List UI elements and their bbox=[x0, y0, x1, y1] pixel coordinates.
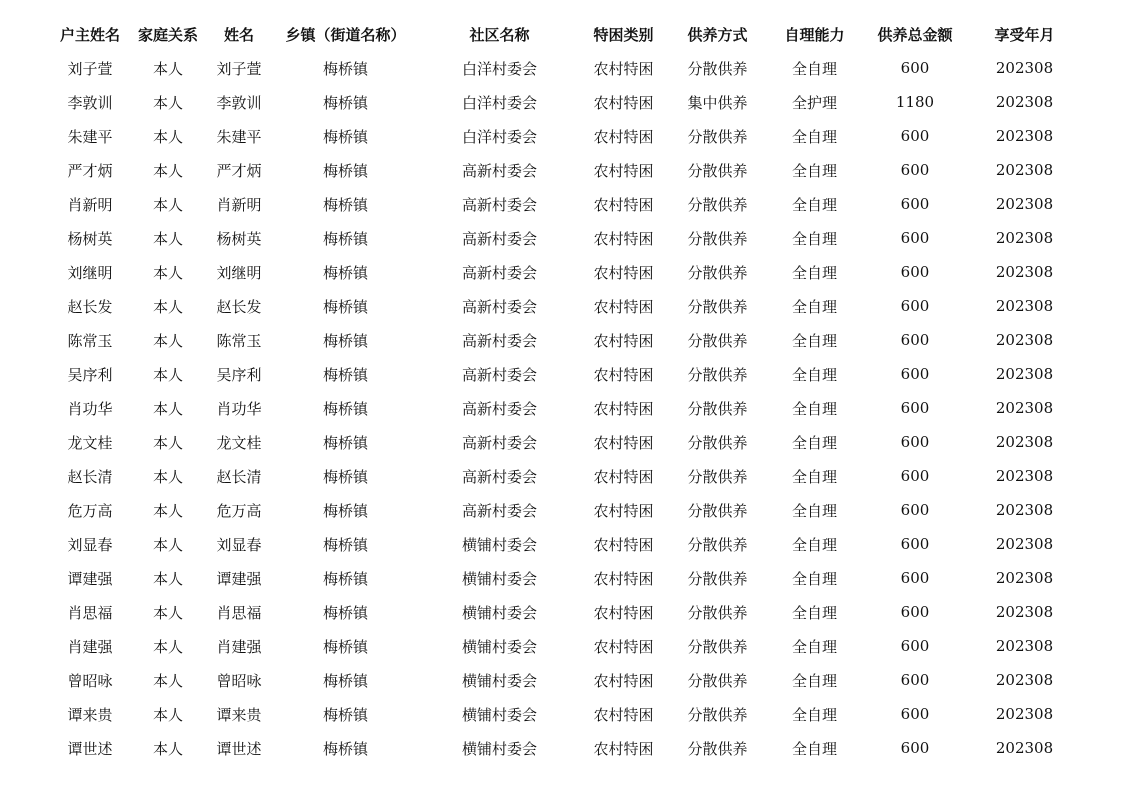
table-row bbox=[48, 731, 1078, 765]
cell-community: 横铺村委会 bbox=[461, 671, 537, 690]
cell-month: 202308 bbox=[995, 467, 1054, 485]
cell-category: 农村特困 bbox=[593, 331, 654, 350]
cell-township: 梅桥镇 bbox=[322, 433, 368, 452]
cell-household-head: 谭建强 bbox=[67, 569, 113, 588]
cell-household-head: 龙文桂 bbox=[67, 433, 113, 452]
cell-household-head: 谭来贵 bbox=[67, 705, 113, 724]
cell-self-care: 全自理 bbox=[791, 637, 837, 656]
cell-household-head: 刘子萱 bbox=[67, 59, 113, 78]
cell-self-care: 全自理 bbox=[791, 569, 837, 588]
cell-relationship: 本人 bbox=[152, 671, 183, 690]
cell-community: 高新村委会 bbox=[461, 195, 537, 214]
cell-self-care: 全自理 bbox=[791, 229, 837, 248]
table-row bbox=[48, 561, 1078, 595]
cell-month: 202308 bbox=[995, 433, 1054, 451]
cell-household-head: 李敦训 bbox=[67, 93, 113, 112]
cell-amount: 1180 bbox=[895, 93, 935, 111]
cell-amount: 600 bbox=[900, 501, 930, 519]
cell-name: 吴序利 bbox=[216, 365, 262, 384]
cell-amount: 600 bbox=[900, 399, 930, 417]
cell-community: 高新村委会 bbox=[461, 229, 537, 248]
cell-support-mode: 分散供养 bbox=[687, 127, 748, 146]
cell-community: 白洋村委会 bbox=[461, 93, 537, 112]
cell-township: 梅桥镇 bbox=[322, 229, 368, 248]
table-row bbox=[48, 493, 1078, 527]
cell-community: 横铺村委会 bbox=[461, 535, 537, 554]
cell-township: 梅桥镇 bbox=[322, 637, 368, 656]
cell-self-care: 全自理 bbox=[791, 263, 837, 282]
cell-self-care: 全护理 bbox=[791, 93, 837, 112]
cell-category: 农村特困 bbox=[593, 297, 654, 316]
cell-household-head: 肖功华 bbox=[67, 399, 113, 418]
cell-amount: 600 bbox=[900, 127, 930, 145]
cell-self-care: 全自理 bbox=[791, 127, 837, 146]
cell-community: 横铺村委会 bbox=[461, 569, 537, 588]
cell-name: 赵长清 bbox=[216, 467, 262, 486]
cell-community: 高新村委会 bbox=[461, 399, 537, 418]
cell-self-care: 全自理 bbox=[791, 739, 837, 758]
cell-category: 农村特困 bbox=[593, 93, 654, 112]
cell-month: 202308 bbox=[995, 195, 1054, 213]
cell-name: 陈常玉 bbox=[216, 331, 262, 350]
cell-household-head: 吴序利 bbox=[67, 365, 113, 384]
cell-name: 杨树英 bbox=[216, 229, 262, 248]
cell-category: 农村特困 bbox=[593, 467, 654, 486]
cell-community: 高新村委会 bbox=[461, 501, 537, 520]
cell-relationship: 本人 bbox=[152, 263, 183, 282]
header-household-head: 户主姓名 bbox=[59, 25, 120, 44]
cell-township: 梅桥镇 bbox=[322, 331, 368, 350]
cell-category: 农村特困 bbox=[593, 263, 654, 282]
table-row bbox=[48, 357, 1078, 391]
cell-township: 梅桥镇 bbox=[322, 739, 368, 758]
cell-township: 梅桥镇 bbox=[322, 161, 368, 180]
cell-relationship: 本人 bbox=[152, 535, 183, 554]
cell-support-mode: 分散供养 bbox=[687, 365, 748, 384]
cell-month: 202308 bbox=[995, 535, 1054, 553]
cell-self-care: 全自理 bbox=[791, 59, 837, 78]
cell-household-head: 赵长清 bbox=[67, 467, 113, 486]
cell-support-mode: 集中供养 bbox=[687, 93, 748, 112]
cell-month: 202308 bbox=[995, 705, 1054, 723]
cell-relationship: 本人 bbox=[152, 195, 183, 214]
cell-support-mode: 分散供养 bbox=[687, 603, 748, 622]
cell-support-mode: 分散供养 bbox=[687, 569, 748, 588]
cell-community: 白洋村委会 bbox=[461, 127, 537, 146]
cell-amount: 600 bbox=[900, 603, 930, 621]
header-support-mode: 供养方式 bbox=[687, 25, 748, 44]
document-sheet bbox=[48, 17, 1078, 765]
cell-month: 202308 bbox=[995, 263, 1054, 281]
cell-support-mode: 分散供养 bbox=[687, 331, 748, 350]
cell-category: 农村特困 bbox=[593, 59, 654, 78]
cell-support-mode: 分散供养 bbox=[687, 705, 748, 724]
cell-relationship: 本人 bbox=[152, 705, 183, 724]
cell-amount: 600 bbox=[900, 59, 930, 77]
cell-household-head: 危万高 bbox=[67, 501, 113, 520]
cell-month: 202308 bbox=[995, 127, 1054, 145]
cell-name: 龙文桂 bbox=[216, 433, 262, 452]
cell-name: 刘继明 bbox=[216, 263, 262, 282]
cell-name: 刘显春 bbox=[216, 535, 262, 554]
cell-amount: 600 bbox=[900, 263, 930, 281]
cell-community: 高新村委会 bbox=[461, 161, 537, 180]
cell-name: 谭建强 bbox=[216, 569, 262, 588]
cell-name: 肖建强 bbox=[216, 637, 262, 656]
cell-category: 农村特困 bbox=[593, 399, 654, 418]
cell-support-mode: 分散供养 bbox=[687, 399, 748, 418]
cell-township: 梅桥镇 bbox=[322, 59, 368, 78]
cell-relationship: 本人 bbox=[152, 229, 183, 248]
cell-household-head: 曾昭咏 bbox=[67, 671, 113, 690]
cell-relationship: 本人 bbox=[152, 467, 183, 486]
table-row bbox=[48, 187, 1078, 221]
cell-self-care: 全自理 bbox=[791, 365, 837, 384]
cell-self-care: 全自理 bbox=[791, 467, 837, 486]
cell-name: 谭来贵 bbox=[216, 705, 262, 724]
cell-township: 梅桥镇 bbox=[322, 501, 368, 520]
cell-amount: 600 bbox=[900, 535, 930, 553]
cell-name: 曾昭咏 bbox=[216, 671, 262, 690]
cell-support-mode: 分散供养 bbox=[687, 637, 748, 656]
cell-township: 梅桥镇 bbox=[322, 603, 368, 622]
cell-self-care: 全自理 bbox=[791, 399, 837, 418]
cell-community: 高新村委会 bbox=[461, 331, 537, 350]
cell-relationship: 本人 bbox=[152, 501, 183, 520]
cell-month: 202308 bbox=[995, 671, 1054, 689]
cell-household-head: 谭世述 bbox=[67, 739, 113, 758]
cell-amount: 600 bbox=[900, 365, 930, 383]
cell-category: 农村特困 bbox=[593, 705, 654, 724]
cell-amount: 600 bbox=[900, 297, 930, 315]
cell-township: 梅桥镇 bbox=[322, 93, 368, 112]
cell-month: 202308 bbox=[995, 399, 1054, 417]
cell-township: 梅桥镇 bbox=[322, 467, 368, 486]
cell-self-care: 全自理 bbox=[791, 705, 837, 724]
cell-month: 202308 bbox=[995, 739, 1054, 757]
cell-support-mode: 分散供养 bbox=[687, 195, 748, 214]
cell-name: 严才炳 bbox=[216, 161, 262, 180]
cell-name: 危万高 bbox=[216, 501, 262, 520]
cell-month: 202308 bbox=[995, 59, 1054, 77]
cell-relationship: 本人 bbox=[152, 399, 183, 418]
table-row bbox=[48, 289, 1078, 323]
cell-category: 农村特困 bbox=[593, 603, 654, 622]
cell-community: 横铺村委会 bbox=[461, 739, 537, 758]
cell-relationship: 本人 bbox=[152, 297, 183, 316]
cell-category: 农村特困 bbox=[593, 501, 654, 520]
cell-relationship: 本人 bbox=[152, 739, 183, 758]
cell-category: 农村特困 bbox=[593, 365, 654, 384]
cell-township: 梅桥镇 bbox=[322, 365, 368, 384]
cell-category: 农村特困 bbox=[593, 195, 654, 214]
cell-month: 202308 bbox=[995, 365, 1054, 383]
table-row bbox=[48, 85, 1078, 119]
cell-relationship: 本人 bbox=[152, 161, 183, 180]
cell-self-care: 全自理 bbox=[791, 535, 837, 554]
header-community: 社区名称 bbox=[469, 25, 530, 44]
cell-support-mode: 分散供养 bbox=[687, 297, 748, 316]
cell-month: 202308 bbox=[995, 637, 1054, 655]
cell-amount: 600 bbox=[900, 671, 930, 689]
cell-relationship: 本人 bbox=[152, 93, 183, 112]
cell-household-head: 肖新明 bbox=[67, 195, 113, 214]
cell-support-mode: 分散供养 bbox=[687, 739, 748, 758]
header-township: 乡镇（街道名称） bbox=[285, 25, 406, 44]
cell-support-mode: 分散供养 bbox=[687, 671, 748, 690]
cell-category: 农村特困 bbox=[593, 229, 654, 248]
cell-community: 高新村委会 bbox=[461, 365, 537, 384]
table-row bbox=[48, 595, 1078, 629]
cell-category: 农村特困 bbox=[593, 535, 654, 554]
cell-relationship: 本人 bbox=[152, 59, 183, 78]
cell-name: 刘子萱 bbox=[216, 59, 262, 78]
relief-recipients-table bbox=[48, 17, 1078, 765]
cell-household-head: 严才炳 bbox=[67, 161, 113, 180]
cell-community: 高新村委会 bbox=[461, 297, 537, 316]
cell-relationship: 本人 bbox=[152, 637, 183, 656]
table-row bbox=[48, 425, 1078, 459]
cell-community: 横铺村委会 bbox=[461, 637, 537, 656]
table-row bbox=[48, 255, 1078, 289]
cell-relationship: 本人 bbox=[152, 127, 183, 146]
table-row bbox=[48, 663, 1078, 697]
cell-community: 高新村委会 bbox=[461, 433, 537, 452]
cell-township: 梅桥镇 bbox=[322, 127, 368, 146]
cell-self-care: 全自理 bbox=[791, 603, 837, 622]
header-relationship: 家庭关系 bbox=[137, 25, 198, 44]
cell-month: 202308 bbox=[995, 93, 1054, 111]
cell-self-care: 全自理 bbox=[791, 671, 837, 690]
table-row bbox=[48, 153, 1078, 187]
cell-community: 高新村委会 bbox=[461, 263, 537, 282]
cell-category: 农村特困 bbox=[593, 569, 654, 588]
cell-self-care: 全自理 bbox=[791, 195, 837, 214]
cell-household-head: 朱建平 bbox=[67, 127, 113, 146]
cell-community: 横铺村委会 bbox=[461, 705, 537, 724]
cell-self-care: 全自理 bbox=[791, 433, 837, 452]
header-month: 享受年月 bbox=[994, 25, 1055, 44]
cell-name: 赵长发 bbox=[216, 297, 262, 316]
cell-community: 横铺村委会 bbox=[461, 603, 537, 622]
cell-township: 梅桥镇 bbox=[322, 705, 368, 724]
cell-community: 高新村委会 bbox=[461, 467, 537, 486]
table-row bbox=[48, 527, 1078, 561]
cell-relationship: 本人 bbox=[152, 569, 183, 588]
cell-category: 农村特困 bbox=[593, 433, 654, 452]
cell-relationship: 本人 bbox=[152, 603, 183, 622]
header-name: 姓名 bbox=[223, 25, 254, 44]
cell-month: 202308 bbox=[995, 603, 1054, 621]
cell-amount: 600 bbox=[900, 739, 930, 757]
cell-township: 梅桥镇 bbox=[322, 535, 368, 554]
cell-category: 农村特困 bbox=[593, 637, 654, 656]
cell-support-mode: 分散供养 bbox=[687, 433, 748, 452]
cell-category: 农村特困 bbox=[593, 161, 654, 180]
cell-month: 202308 bbox=[995, 161, 1054, 179]
table-header bbox=[48, 17, 1078, 51]
cell-support-mode: 分散供养 bbox=[687, 263, 748, 282]
table-body bbox=[48, 51, 1078, 765]
cell-household-head: 赵长发 bbox=[67, 297, 113, 316]
cell-name: 李敦训 bbox=[216, 93, 262, 112]
cell-category: 农村特困 bbox=[593, 671, 654, 690]
cell-self-care: 全自理 bbox=[791, 161, 837, 180]
cell-amount: 600 bbox=[900, 637, 930, 655]
cell-self-care: 全自理 bbox=[791, 331, 837, 350]
cell-support-mode: 分散供养 bbox=[687, 229, 748, 248]
cell-township: 梅桥镇 bbox=[322, 569, 368, 588]
table-row bbox=[48, 391, 1078, 425]
cell-household-head: 杨树英 bbox=[67, 229, 113, 248]
table-row bbox=[48, 459, 1078, 493]
table-row bbox=[48, 697, 1078, 731]
cell-township: 梅桥镇 bbox=[322, 671, 368, 690]
cell-township: 梅桥镇 bbox=[322, 399, 368, 418]
cell-name: 朱建平 bbox=[216, 127, 262, 146]
cell-month: 202308 bbox=[995, 297, 1054, 315]
table-row bbox=[48, 119, 1078, 153]
cell-month: 202308 bbox=[995, 569, 1054, 587]
cell-month: 202308 bbox=[995, 229, 1054, 247]
cell-support-mode: 分散供养 bbox=[687, 161, 748, 180]
cell-relationship: 本人 bbox=[152, 365, 183, 384]
cell-month: 202308 bbox=[995, 331, 1054, 349]
cell-support-mode: 分散供养 bbox=[687, 535, 748, 554]
cell-township: 梅桥镇 bbox=[322, 297, 368, 316]
cell-self-care: 全自理 bbox=[791, 297, 837, 316]
table-row bbox=[48, 221, 1078, 255]
cell-household-head: 肖建强 bbox=[67, 637, 113, 656]
cell-amount: 600 bbox=[900, 161, 930, 179]
cell-support-mode: 分散供养 bbox=[687, 59, 748, 78]
header-amount: 供养总金额 bbox=[877, 25, 953, 44]
cell-amount: 600 bbox=[900, 705, 930, 723]
cell-amount: 600 bbox=[900, 331, 930, 349]
table-row bbox=[48, 51, 1078, 85]
header-category: 特困类别 bbox=[593, 25, 654, 44]
cell-category: 农村特困 bbox=[593, 127, 654, 146]
cell-community: 白洋村委会 bbox=[461, 59, 537, 78]
cell-relationship: 本人 bbox=[152, 433, 183, 452]
cell-household-head: 刘继明 bbox=[67, 263, 113, 282]
cell-amount: 600 bbox=[900, 569, 930, 587]
cell-household-head: 刘显春 bbox=[67, 535, 113, 554]
cell-relationship: 本人 bbox=[152, 331, 183, 350]
cell-name: 肖新明 bbox=[216, 195, 262, 214]
table-row bbox=[48, 629, 1078, 663]
header-row bbox=[48, 17, 1078, 51]
cell-support-mode: 分散供养 bbox=[687, 501, 748, 520]
cell-amount: 600 bbox=[900, 229, 930, 247]
cell-amount: 600 bbox=[900, 467, 930, 485]
cell-self-care: 全自理 bbox=[791, 501, 837, 520]
cell-household-head: 陈常玉 bbox=[67, 331, 113, 350]
cell-category: 农村特困 bbox=[593, 739, 654, 758]
cell-name: 谭世述 bbox=[216, 739, 262, 758]
cell-amount: 600 bbox=[900, 195, 930, 213]
cell-support-mode: 分散供养 bbox=[687, 467, 748, 486]
cell-household-head: 肖思福 bbox=[67, 603, 113, 622]
cell-month: 202308 bbox=[995, 501, 1054, 519]
cell-township: 梅桥镇 bbox=[322, 195, 368, 214]
cell-name: 肖思福 bbox=[216, 603, 262, 622]
table-row bbox=[48, 323, 1078, 357]
cell-amount: 600 bbox=[900, 433, 930, 451]
header-self-care: 自理能力 bbox=[784, 25, 845, 44]
cell-township: 梅桥镇 bbox=[322, 263, 368, 282]
cell-name: 肖功华 bbox=[216, 399, 262, 418]
